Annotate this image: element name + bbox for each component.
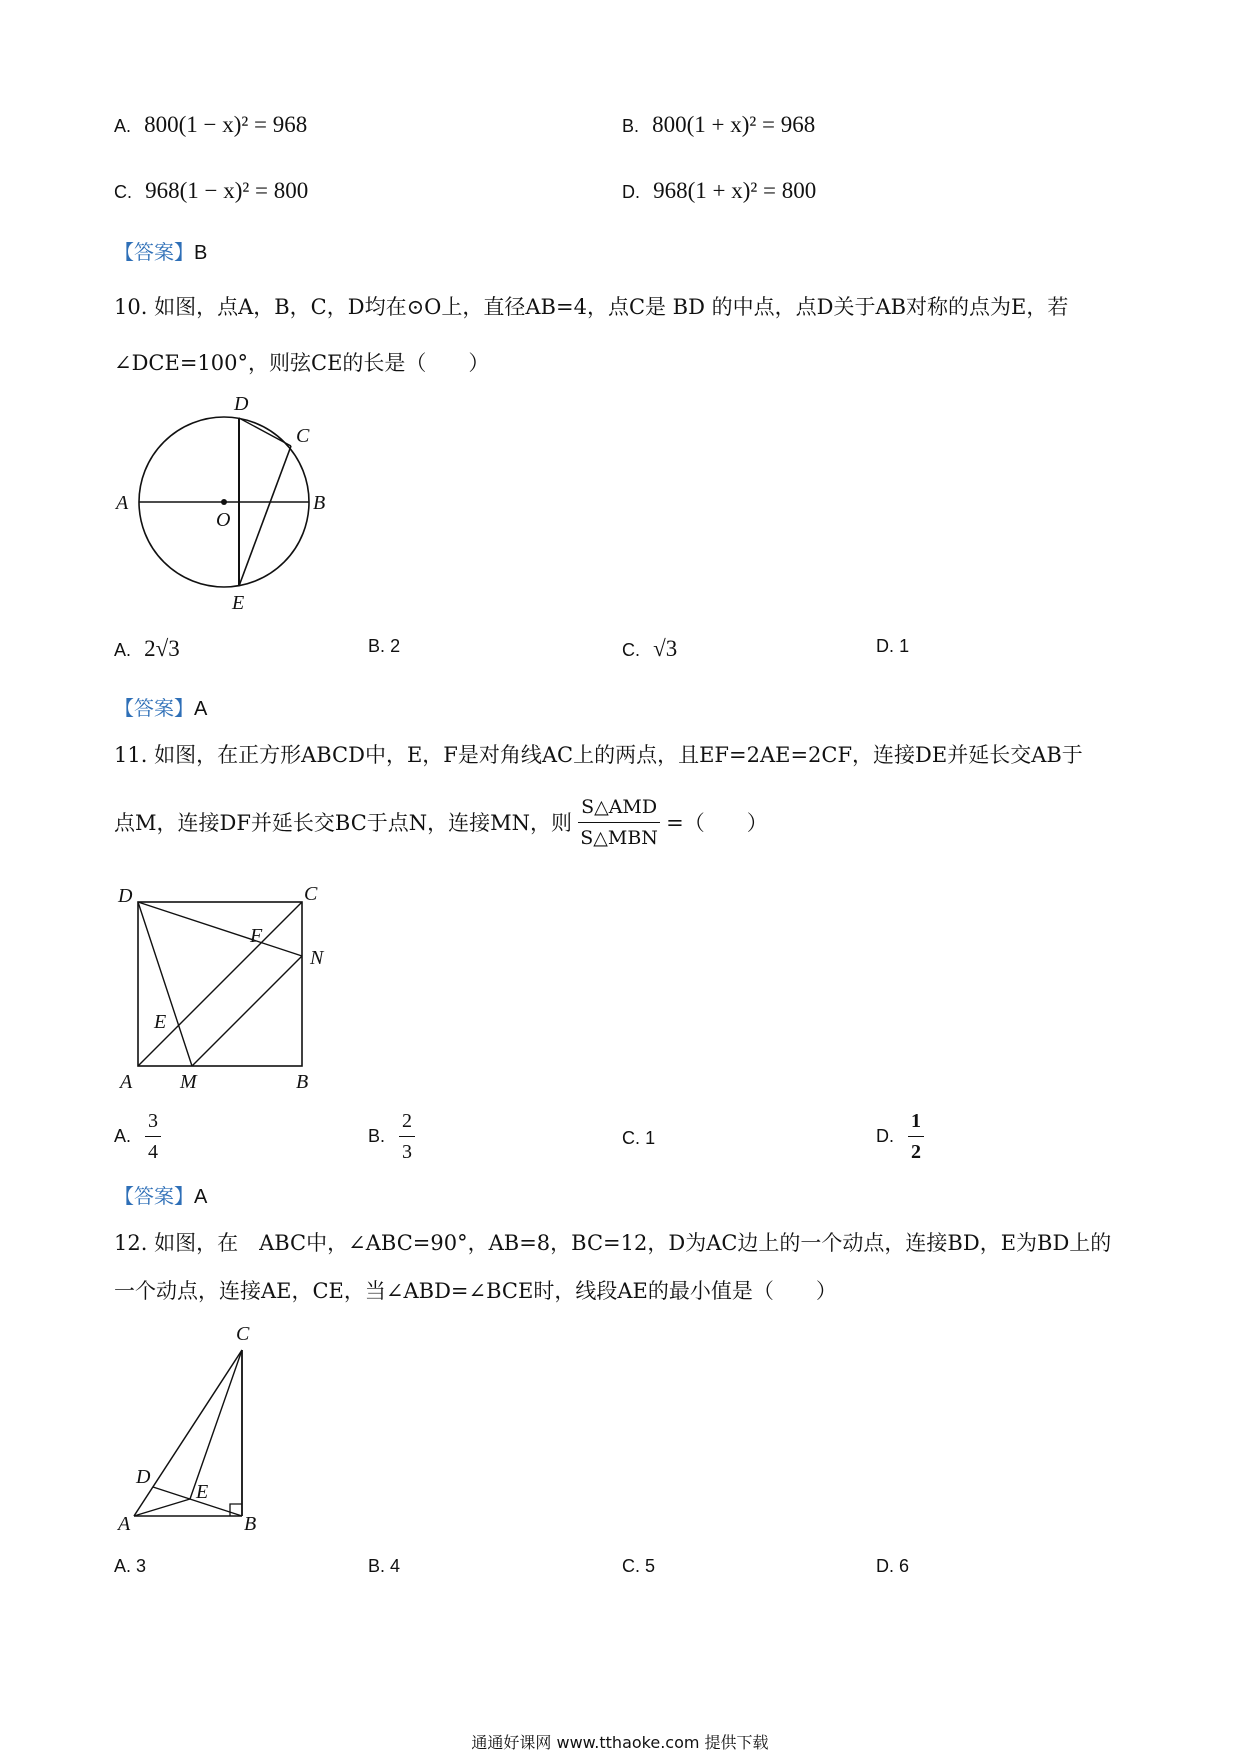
q12-option-d bbox=[876, 1556, 909, 1577]
option-label: D. bbox=[622, 182, 640, 202]
label-b: B bbox=[313, 492, 326, 514]
label-a: A bbox=[118, 1513, 131, 1533]
option-label: A. bbox=[114, 116, 132, 136]
q12-option-b bbox=[368, 1556, 400, 1577]
q11-answer bbox=[114, 1180, 207, 1209]
q9-option-a bbox=[114, 112, 307, 138]
answer-tag: 【答案】 bbox=[114, 696, 194, 720]
option-expr: 5 bbox=[645, 1556, 656, 1576]
label-e: E bbox=[196, 1481, 209, 1503]
q11-square-figure bbox=[110, 880, 340, 1095]
option-expr: 6 bbox=[899, 1556, 910, 1576]
option-label: A. bbox=[114, 1126, 132, 1146]
label-e: E bbox=[232, 592, 245, 614]
q9-option-d bbox=[622, 178, 816, 204]
label-n: N bbox=[310, 947, 324, 969]
fraction-numerator: 1 bbox=[908, 1106, 924, 1137]
option-expr: 3 bbox=[136, 1556, 147, 1576]
q10-option-d bbox=[876, 636, 909, 657]
label-m: M bbox=[180, 1071, 197, 1093]
segment-ce bbox=[190, 1350, 242, 1499]
option-label: A. bbox=[114, 640, 132, 660]
q10-circle-figure bbox=[110, 392, 340, 617]
fraction-denominator: S△MBN bbox=[580, 827, 658, 849]
side-ac bbox=[134, 1350, 242, 1516]
q10-stem-line2: ∠DCE=100°，则弦CE的长是（ ） bbox=[114, 351, 490, 375]
option-label: B. bbox=[368, 1126, 386, 1146]
option-label: C. bbox=[622, 1128, 640, 1148]
option-label: D. bbox=[876, 1556, 894, 1576]
fraction-numerator: S△AMD bbox=[578, 792, 660, 823]
option-label: B. bbox=[368, 636, 386, 656]
label-c: C bbox=[236, 1323, 250, 1345]
answer-value: A bbox=[194, 1186, 208, 1208]
option-label: A. bbox=[114, 1556, 132, 1576]
center-point bbox=[221, 499, 227, 505]
fraction-numerator: 3 bbox=[145, 1106, 161, 1137]
label-c: C bbox=[296, 425, 310, 447]
chord-ce bbox=[239, 446, 291, 586]
q10-option-b bbox=[368, 636, 400, 657]
option-expr: √3 bbox=[653, 636, 678, 661]
option-expr: 2 bbox=[390, 636, 401, 656]
option-fraction bbox=[145, 1106, 161, 1167]
label-o: O bbox=[216, 509, 231, 531]
area-ratio-fraction bbox=[578, 792, 660, 853]
q12-stem-line2: 一个动点，连接AE，CE，当∠ABD=∠BCE时，线段AE的最小值是（ ） bbox=[114, 1279, 837, 1303]
option-expr: 800(1 + x)² = 968 bbox=[652, 112, 816, 137]
q11-stem-line2 bbox=[114, 792, 1134, 853]
option-label: C. bbox=[114, 182, 132, 202]
option-label: C. bbox=[622, 1556, 640, 1576]
q11-stem-line1: 11. 如图，在正方形ABCD中，E，F是对角线AC上的两点，且EF=2AE=2CF，连接DE并延长交AB于 bbox=[114, 743, 1083, 767]
answer-value: A bbox=[194, 698, 208, 720]
q9-option-b bbox=[622, 112, 815, 138]
chord-dc bbox=[239, 418, 291, 446]
diagonal-ac bbox=[138, 902, 302, 1066]
label-a: A bbox=[120, 1071, 133, 1093]
q11-option-b bbox=[368, 1106, 415, 1167]
option-expr: 2√3 bbox=[144, 636, 180, 661]
label-b: B bbox=[296, 1071, 309, 1093]
q10-option-c bbox=[622, 636, 677, 662]
fraction-denominator: 2 bbox=[911, 1141, 921, 1163]
q9-answer bbox=[114, 236, 207, 265]
q10-stem-line1: 10. 如图，点A，B，C，D均在⊙O上，直径AB=4，点C是 BD 的中点，点D关于AB对称的点为E，若 bbox=[114, 295, 1069, 319]
option-label: D. bbox=[876, 636, 894, 656]
q10-option-a bbox=[114, 636, 180, 662]
label-b: B bbox=[244, 1513, 257, 1533]
option-label: B. bbox=[368, 1556, 386, 1576]
option-expr: 1 bbox=[899, 636, 910, 656]
label-d: D bbox=[118, 885, 133, 907]
option-expr: 1 bbox=[645, 1128, 656, 1148]
option-expr: 800(1 − x)² = 968 bbox=[144, 112, 308, 137]
option-expr: 968(1 − x)² = 800 bbox=[145, 178, 309, 203]
label-a: A bbox=[116, 492, 129, 514]
fraction-numerator: 2 bbox=[399, 1106, 415, 1137]
fraction-denominator: 3 bbox=[402, 1141, 413, 1163]
option-expr: 4 bbox=[390, 1556, 401, 1576]
label-d: D bbox=[136, 1466, 151, 1488]
q12-option-a bbox=[114, 1556, 146, 1577]
option-label: D. bbox=[876, 1126, 894, 1146]
q11-option-a bbox=[114, 1106, 161, 1167]
q12-option-c bbox=[622, 1556, 655, 1577]
option-label: B. bbox=[622, 116, 640, 136]
q11-option-c bbox=[622, 1128, 655, 1149]
page-footer: 通通好课网 www.tthaoke.com 提供下载 bbox=[471, 1733, 769, 1752]
fraction-denominator: 4 bbox=[148, 1141, 159, 1163]
q9-option-c bbox=[114, 178, 308, 204]
answer-tag: 【答案】 bbox=[114, 1184, 194, 1208]
q10-answer bbox=[114, 692, 207, 721]
option-fraction bbox=[908, 1106, 924, 1167]
segment-ae bbox=[134, 1499, 190, 1516]
segment-mn bbox=[192, 956, 302, 1066]
answer-tag: 【答案】 bbox=[114, 240, 194, 264]
option-expr: 968(1 + x)² = 800 bbox=[653, 178, 817, 203]
segment-dn bbox=[138, 902, 302, 956]
segment-dm bbox=[138, 902, 192, 1066]
q12-triangle-figure bbox=[110, 1318, 280, 1533]
label-c: C bbox=[304, 883, 318, 905]
stem-text: =（ ） bbox=[666, 810, 768, 835]
stem-text: 点M，连接DF并延长交BC于点N，连接MN，则 bbox=[114, 810, 573, 835]
option-label: C. bbox=[622, 640, 640, 660]
option-fraction bbox=[399, 1106, 415, 1167]
label-e: E bbox=[154, 1011, 167, 1033]
label-f: F bbox=[250, 925, 263, 947]
label-d: D bbox=[234, 393, 249, 415]
q11-option-d bbox=[876, 1106, 924, 1167]
q12-stem-line1: 12. 如图，在 ABC中，∠ABC=90°，AB=8，BC=12，D为AC边上的一个动点，连接BD，E为BD上的 bbox=[114, 1231, 1112, 1255]
answer-value: B bbox=[194, 242, 208, 264]
